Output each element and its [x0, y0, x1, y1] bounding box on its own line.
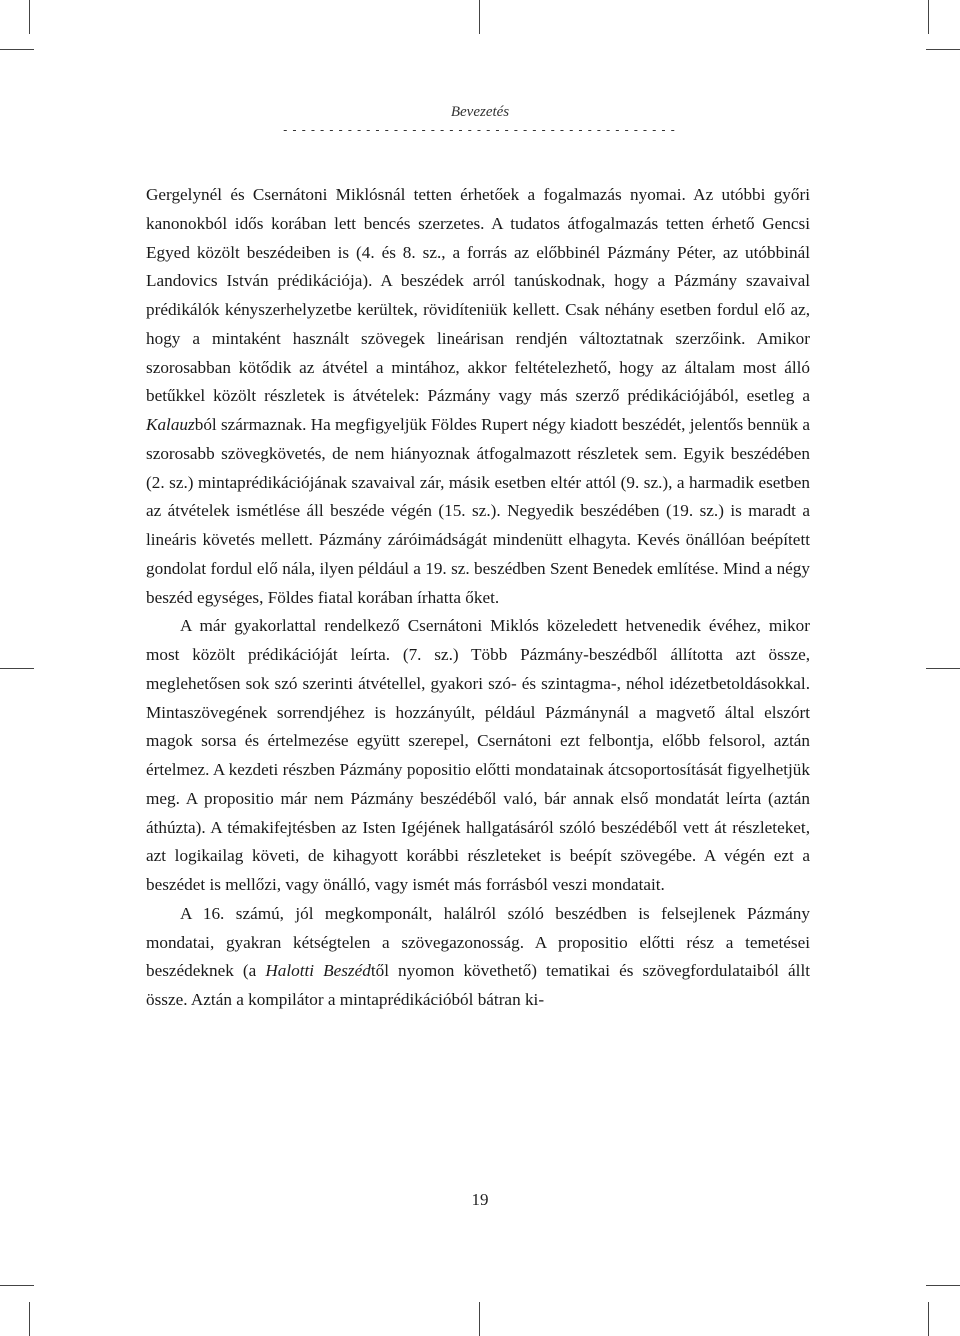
running-header	[0, 104, 960, 137]
body-text	[146, 181, 810, 1015]
crop-mark-bottom-center	[479, 1302, 480, 1336]
text-segment: ból származnak. Ha megfigyeljük Földes Rupert négy kiadott beszédét, jelentős bennük a szorosabb szövegkövetés, de nem hiányoznak átfogalmazott részletek sem. Egyik beszédében (2. sz.) mintaprédikációjának szavaival zár, másik esetben eltér attól (9. sz.), a harmadik esetben az átvételek ismétlése áll beszéde végén (15. sz.). Negyedik beszédében (19. sz.) is maradt a lineáris követés mellett. Pázmány záróimádságát mindenütt elhagyta. Kevés önállóan beépített gondolat fordul elő nála, ilyen például a 19. sz. beszédben Szent Benedek említése. Mind a négy beszéd egységes, Földes fiatal korában írhatta őket.	[146, 415, 810, 607]
crop-mark-top-left-h	[0, 49, 34, 50]
crop-mark-top-right	[928, 0, 929, 34]
paragraph	[146, 612, 810, 900]
crop-mark-bottom-right-h	[926, 1285, 960, 1286]
text-segment: A már gyakorlattal rendelkező Csernátoni Miklós közeledett hetvenedik évéhez, mikor most közölt prédikációját leírta. (7. sz.) Több Pázmány-beszédből állította azt össze, meglehetősen sok szó szerinti átvétellel, gyakori szó- és szintagma-, néhol idézetbetoldásokkal. Mintaszövegének sorrendjéhez is hozzányúlt, például Pázmánynál a magvető által elszórt magok sorsa és értelmezése együtt szerepel, Csernátoni ezt felbontja, előbb felsorol, aztán értelmez. A kezdeti részben Pázmány popositio előtti mondatainak átcsoportosítását figyelhetjük meg. A propositio már nem Pázmány beszédéből való, bár annak első mondatát leírta (aztán áthúzta). A témakifejtésben az Isten Igéjének hallgatásáról szóló beszédéből vett át részleteket, azt logikailag követi, de kihagyott korábbi részleteket is beépít szövegébe. A végén ezt a beszédet is mellőzi, vagy önálló, vagy ismét más forrásból veszi mondatait.	[146, 616, 810, 894]
crop-mark-bottom-right	[928, 1302, 929, 1336]
header-title: Bevezetés	[450, 104, 510, 120]
italic-title: Kalauz	[146, 415, 195, 434]
paragraph	[146, 181, 810, 612]
text-segment: Gergelynél és Csernátoni Miklósnál tetten érhetőek a fogalmazás nyomai. Az utóbbi győri kanonokból idős korában lett bencés szerzetes. A tudatos átfogalmazás tetten érhető Gencsi Egyed közölt beszédeiben is (4. és 8. sz., a forrás az előbbinél Pázmány Péter, az utóbbinál Landovics István prédikációja). A beszédek arról tanúskodnak, hogy a Pázmány szavaival prédikálók kényszerhelyzetbe kerültek, rövidíteniük kellett. Csak néhány esetben fordul elő az, hogy a mintaként használt szövegek lineárisan rendjén változtatnak szerzőink. Amikor szorosabban kötődik az átvétel a mintához, akkor feltételezhető, hogy az általam most álló betűkkel közölt részletek is átvételek: Pázmány vagy más szerző prédikációjából, esetleg a	[146, 185, 810, 406]
paragraph	[146, 900, 810, 1015]
italic-title: Halotti Beszéd	[265, 961, 371, 981]
crop-mark-middle-left	[0, 668, 34, 669]
crop-mark-top-right-h	[926, 49, 960, 50]
crop-mark-top-left	[29, 0, 30, 34]
page-number: 19	[471, 1190, 489, 1209]
crop-mark-bottom-left-h	[0, 1285, 34, 1286]
header-rule: -------------------------------------------	[281, 123, 679, 137]
crop-mark-bottom-left	[29, 1302, 30, 1336]
text-segment: A 16. számú, jól megkomponált, halálról szóló beszédben is felsejlenek Pázmány mondatai, gyakran kétségtelen a szövegazonosság. A propositio előtti rész a temetései beszédeknek (a	[146, 903, 810, 981]
text-segment: től nyomon követhető) tematikai és szövegfordulataiból állt össze. Aztán a kompilátor a mintaprédikációból bátran ki-	[146, 961, 810, 1009]
crop-mark-middle-right	[926, 668, 960, 669]
crop-mark-top-center	[479, 0, 480, 34]
